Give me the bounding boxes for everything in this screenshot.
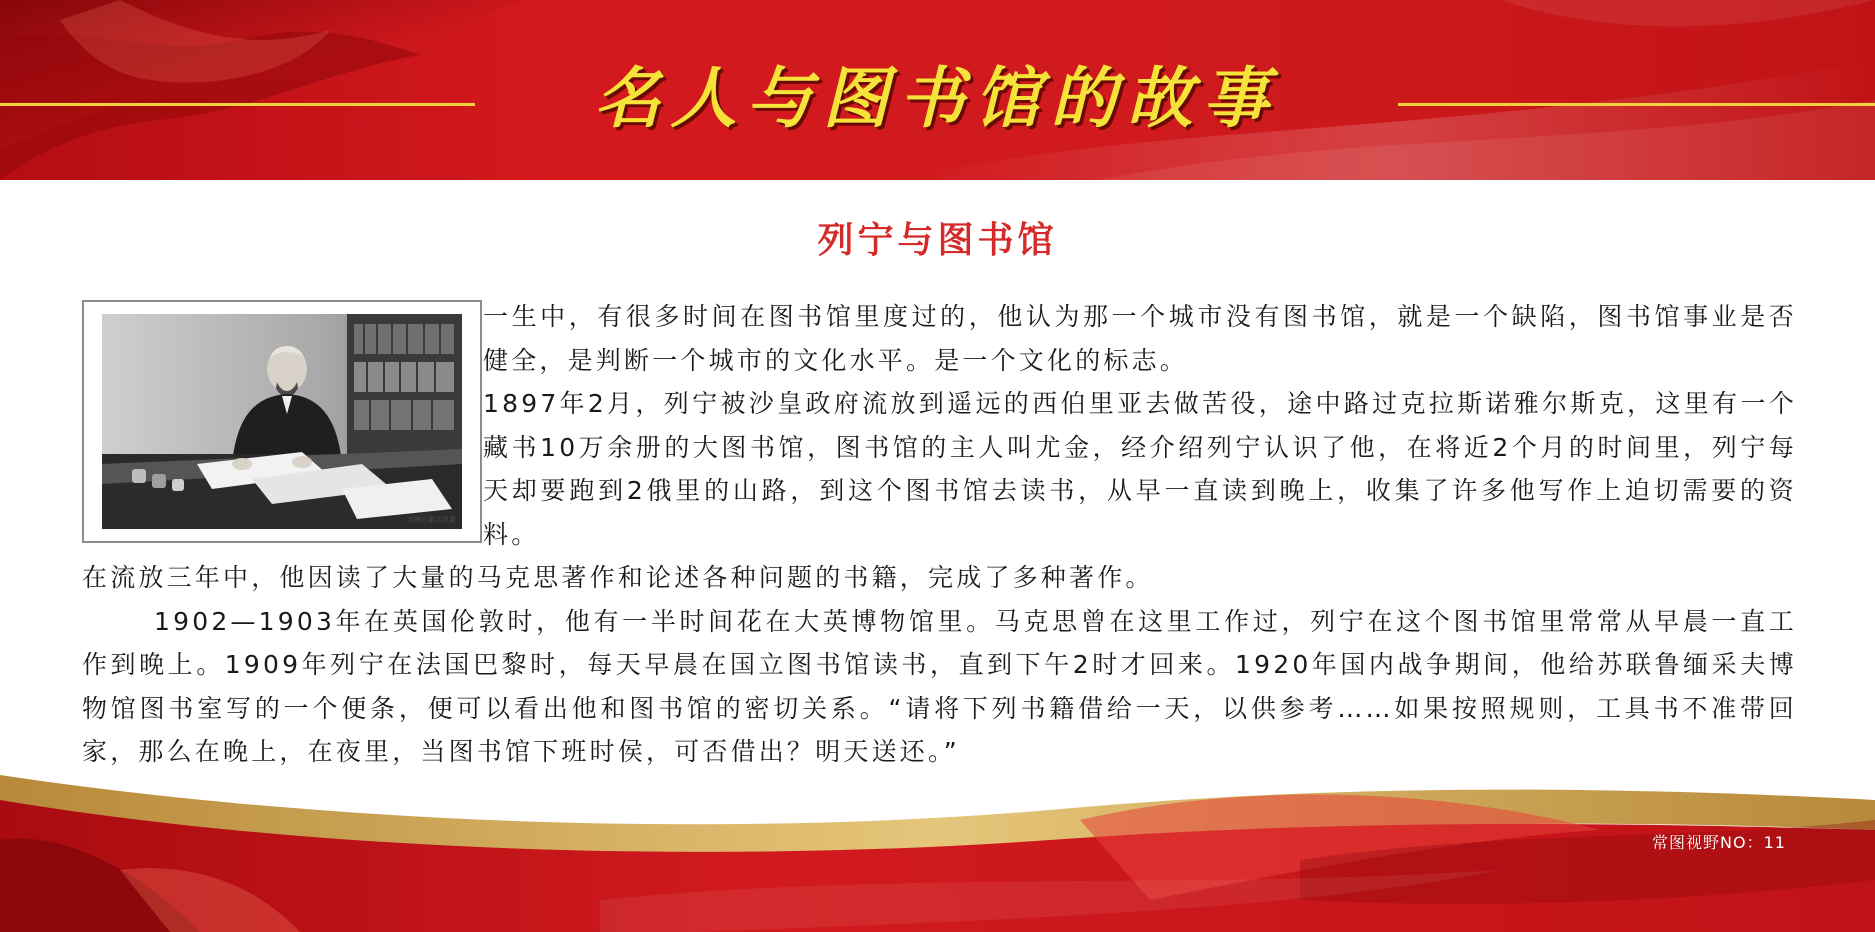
banner-title: 名人与图书馆的故事 (594, 59, 1279, 137)
serial-number: 常图视野NO：11 (1652, 833, 1786, 852)
article-paragraph: 在流放三年中，他因读了大量的马克思著作和论述各种问题的书籍，完成了多种著作。 (82, 563, 1154, 592)
footer-ribbon (0, 760, 1875, 932)
article-heading: 列宁与图书馆 (817, 220, 1058, 261)
footer-silk-decoration (0, 760, 1875, 932)
article-paragraph: 1897年2月，列宁被沙皇政府流放到遥远的西伯里亚去做苦役，途中路过克拉斯诺雅尔斯克，这里有一个藏书10万余册的大图书馆，图书馆的主人叫尤金，经介绍列宁认识了他，在将近2个月的时间里，列宁每天却要跑到2俄里的山路，到这个图书馆去读书，从早一直读到晚上，收集了许多他写作上迫切需要的资料。 (483, 389, 1797, 549)
title-rule-right (1398, 103, 1875, 106)
article-body (82, 295, 1797, 774)
photo-credit: 万图元素会员素 (407, 516, 456, 524)
article-paragraph: 1902—1903年在英国伦敦时，他有一半时间花在大英博物馆里。马克思曾在这里工作过，列宁在这个图书馆里常常从早晨一直工作到晚上。1909年列宁在法国巴黎时，每天早晨在国立图书馆读书，直到下午2时才回来。1920年国内战争期间，他给苏联鲁缅采夫博物馆图书室写的一个便条，便可以看出他和图书馆的密切关系。“请将下列书籍借给一天，以供参考……如果按照规则，工具书不准带回家，那么在晚上，在夜里，当图书馆下班时侯，可否借出？明天送还。” (82, 606, 1797, 766)
title-rule-left (0, 103, 475, 106)
header-banner (0, 0, 1875, 180)
article-paragraph: 一生中，有很多时间在图书馆里度过的，他认为那一个城市没有图书馆，就是一个缺陷，图书馆事业是否健全，是判断一个城市的文化水平。是一个文化的标志。 (483, 302, 1797, 375)
